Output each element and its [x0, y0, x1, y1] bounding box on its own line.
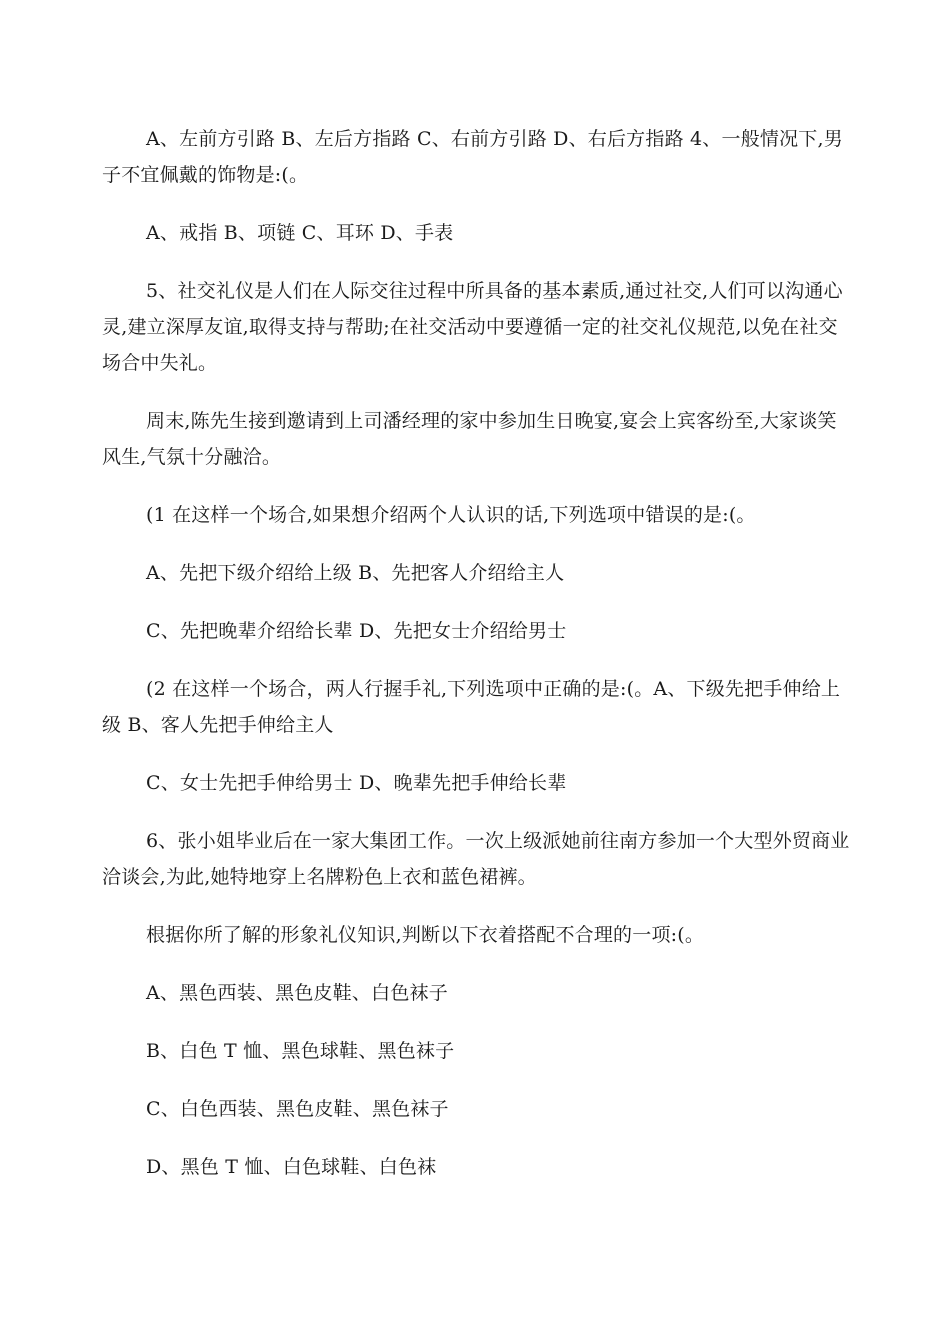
paragraph-question-6-option-d: D、黑色 T 恤、白色球鞋、白色袜 [146, 1156, 437, 1178]
paragraph-subquestion-1-options-cd: C、先把晚辈介绍给长辈 D、先把女士介绍给男士 [146, 620, 567, 642]
paragraph-question-6-intro: 6、张小姐毕业后在一家大集团工作。一次上级派她前往南方参加一个大型外贸商业洽谈会,为此,她特地穿上名牌粉色上衣和蓝色裙裤。 [102, 830, 850, 888]
paragraph-question-4-options: A、戒指 B、项链 C、耳环 D、手表 [146, 222, 454, 244]
paragraph-question-6-option-c: C、白色西装、黑色皮鞋、黑色袜子 [146, 1098, 449, 1120]
paragraph-question-5-intro: 5、社交礼仪是人们在人际交往过程中所具备的基本素质,通过社交,人们可以沟通心灵,建立深厚友谊,取得支持与帮助;在社交活动中要遵循一定的社交礼仪规范,以免在社交场合中失礼。 [102, 280, 843, 374]
document-body [102, 121, 850, 1207]
paragraph-subquestion-2-options-cd: C、女士先把手伸给男士 D、晚辈先把手伸给长辈 [146, 772, 567, 794]
paragraph-question-6-prompt: 根据你所了解的形象礼仪知识,判断以下衣着搭配不合理的一项:(。 [146, 924, 705, 946]
paragraph-subquestion-2: (2 在这样一个场合，两人行握手礼,下列选项中正确的是:(。A、下级先把手伸给上级 B、客人先把手伸给主人 [102, 678, 841, 736]
paragraph-subquestion-1-options-ab: A、先把下级介绍给上级 B、先把客人介绍给主人 [146, 562, 565, 584]
paragraph-subquestion-1: (1 在这样一个场合,如果想介绍两个人认识的话,下列选项中错误的是:(。 [146, 504, 756, 526]
paragraph-question-3-options: A、左前方引路 B、左后方指路 C、右前方引路 D、右后方指路 4、一般情况下,男子不宜佩戴的饰物是:(。 [102, 128, 843, 186]
paragraph-question-6-option-b: B、白色 T 恤、黑色球鞋、黑色袜子 [146, 1040, 455, 1062]
paragraph-question-6-option-a: A、黑色西装、黑色皮鞋、白色袜子 [146, 982, 448, 1004]
paragraph-scenario: 周末,陈先生接到邀请到上司潘经理的家中参加生日晚宴,宴会上宾客纷至,大家谈笑风生,气氛十分融洽。 [102, 410, 837, 468]
